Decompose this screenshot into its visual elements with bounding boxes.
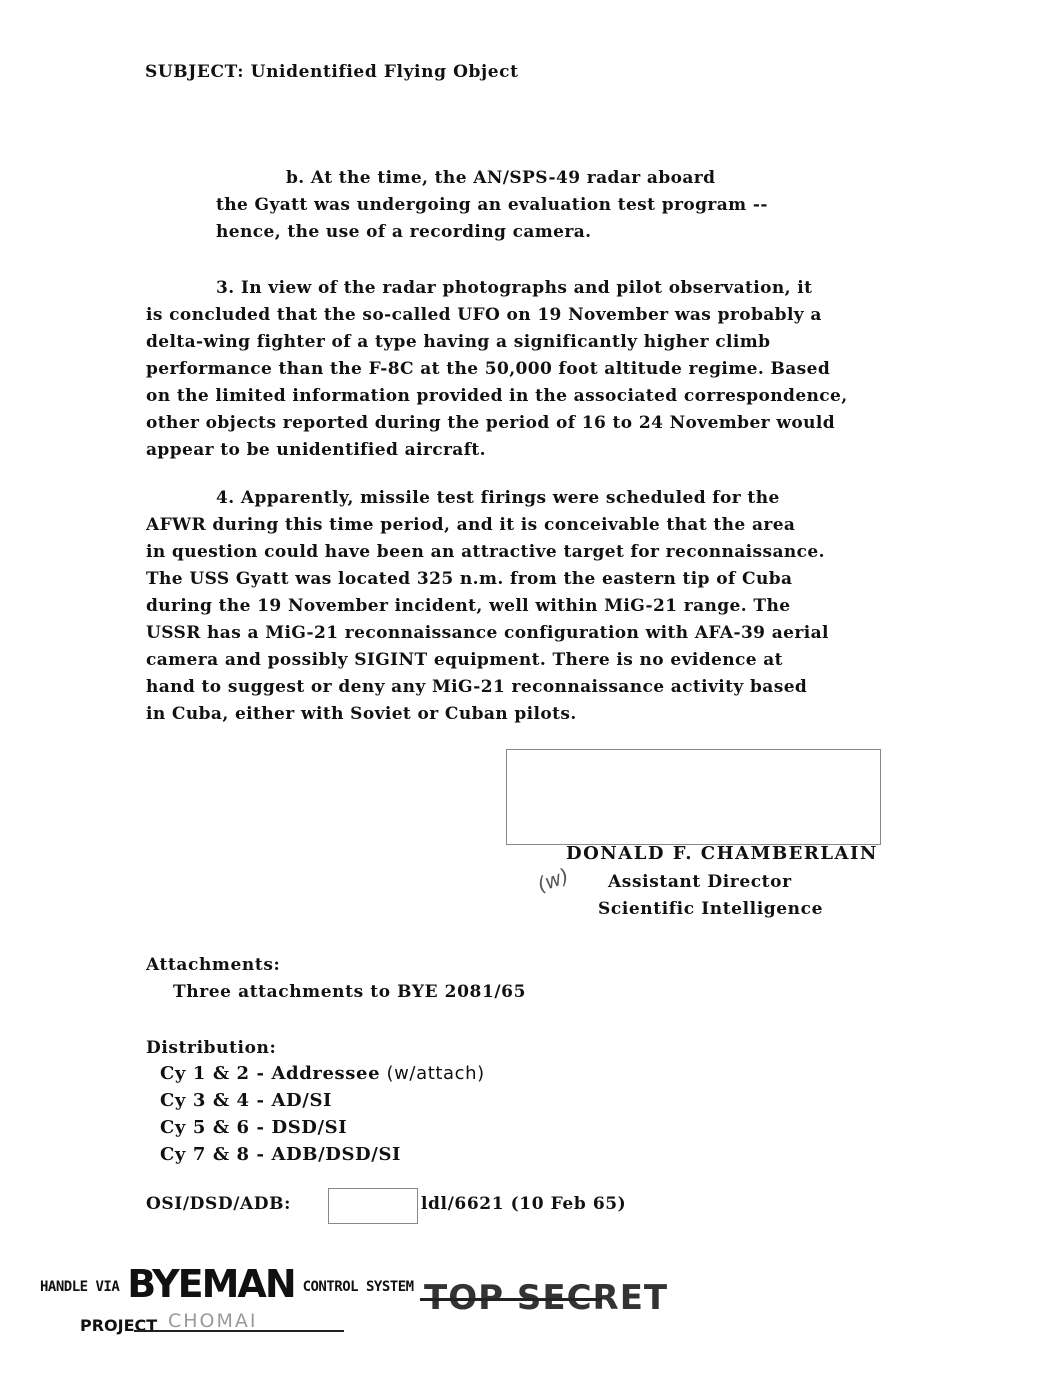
distribution-heading: Distribution:: [146, 1038, 277, 1058]
signatory-office: Scientific Intelligence: [598, 899, 823, 919]
distribution-item: [160, 1144, 401, 1165]
paragraph-line: The USS Gyatt was located 325 n.m. from the eastern tip of Cuba: [146, 569, 793, 589]
distribution-copy: Cy 7 & 8 - ADB/DSD/SI: [160, 1144, 402, 1165]
distribution-copy: Cy 5 & 6 - DSD/SI: [160, 1117, 348, 1138]
handling-stamp: [40, 1262, 414, 1306]
paragraph-line: camera and possibly SIGINT equipment. There is no evidence at: [146, 650, 783, 670]
classification-strikethrough: [420, 1298, 602, 1301]
handling-system: BYEMAN: [127, 1262, 295, 1306]
paragraph-line: during the 19 November incident, well within MiG-21 range. The: [146, 596, 791, 616]
attachments-heading: Attachments:: [146, 955, 281, 975]
signatory-name: DONALD F. CHAMBERLAIN: [566, 843, 878, 864]
classification-marking: TOP SECRET: [424, 1278, 669, 1318]
paragraph-4: [146, 488, 829, 731]
paragraph-line: performance than the F-8C at the 50,000 foot altitude regime. Based: [146, 359, 831, 379]
paragraph-2b: [216, 168, 768, 249]
paragraph-line: 4. Apparently, missile test firings were scheduled for the: [216, 488, 780, 508]
paragraph-3: [146, 278, 848, 467]
paragraph-line: AFWR during this time period, and it is conceivable that the area: [146, 515, 796, 535]
distribution-item: [160, 1063, 485, 1084]
paragraph-line: the Gyatt was undergoing an evaluation test program --: [216, 195, 768, 215]
paragraph-line: hand to suggest or deny any MiG-21 reconnaissance activity based: [146, 677, 808, 697]
paragraph-line: in Cuba, either with Soviet or Cuban pilots.: [146, 704, 577, 724]
handling-suffix: CONTROL SYSTEM: [302, 1279, 414, 1295]
signature-redaction-box: [506, 749, 881, 845]
subject-line: SUBJECT: Unidentified Flying Object: [145, 62, 519, 82]
handwritten-initials: (w): [533, 863, 573, 897]
distribution-item: [160, 1117, 347, 1138]
routing-suffix: ldl/6621 (10 Feb 65): [421, 1194, 627, 1214]
paragraph-line: in question could have been an attractive target for reconnaissance.: [146, 542, 825, 562]
paragraph-line: on the limited information provided in the associated correspondence,: [146, 386, 848, 406]
project-codeword: CHOMAI: [168, 1310, 258, 1332]
paragraph-line: delta-wing fighter of a type having a significantly higher climb: [146, 332, 771, 352]
paragraph-line: other objects reported during the period of 16 to 24 November would: [146, 413, 836, 433]
routing-prefix: OSI/DSD/ADB:: [146, 1194, 291, 1214]
routing-redaction-box: [328, 1188, 418, 1224]
signatory-title: Assistant Director: [608, 872, 792, 892]
distribution-copy: Cy 3 & 4 - AD/SI: [160, 1090, 333, 1111]
distribution-copy: Cy 1 & 2 - Addressee: [160, 1063, 381, 1084]
handling-prefix: HANDLE VIA: [40, 1279, 120, 1295]
paragraph-line: b. At the time, the AN/SPS-49 radar aboard: [286, 168, 716, 188]
project-label: PROJECT: [80, 1316, 158, 1335]
distribution-item: [160, 1090, 332, 1111]
paragraph-line: USSR has a MiG-21 reconnaissance configuration with AFA-39 aerial: [146, 623, 829, 643]
paragraph-line: 3. In view of the radar photographs and pilot observation, it: [216, 278, 813, 298]
distribution-note: (w/attach): [380, 1063, 485, 1084]
attachments-value: Three attachments to BYE 2081/65: [173, 982, 527, 1002]
paragraph-line: appear to be unidentified aircraft.: [146, 440, 487, 460]
paragraph-line: is concluded that the so-called UFO on 19 November was probably a: [146, 305, 822, 325]
paragraph-line: hence, the use of a recording camera.: [216, 222, 592, 242]
